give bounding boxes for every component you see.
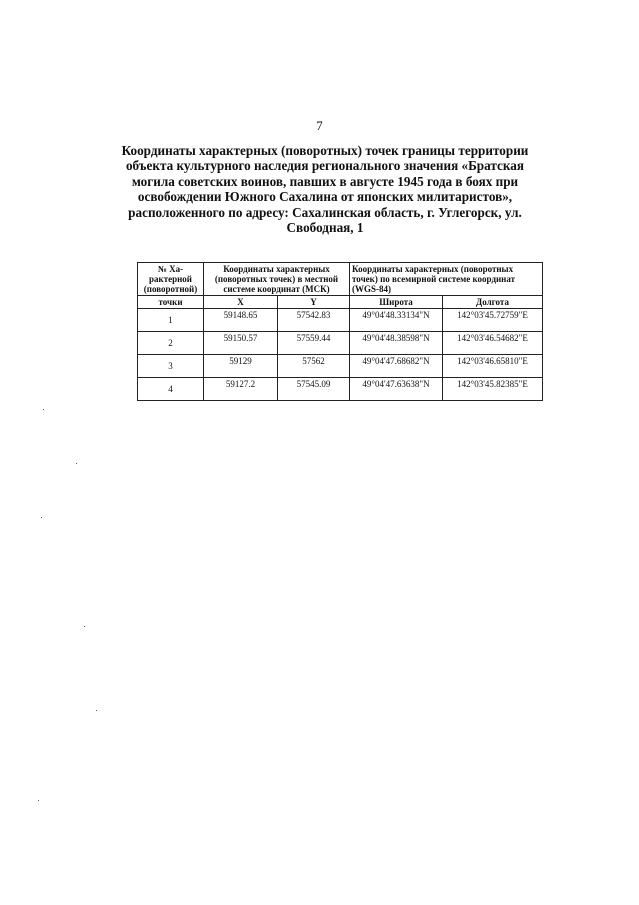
title-line: Свободная, 1 bbox=[286, 220, 364, 236]
cell-y: 57559.44 bbox=[278, 332, 350, 355]
cell-x: 59150.57 bbox=[204, 332, 278, 355]
table-row bbox=[138, 309, 543, 332]
title-line: объекта культурного наследия регионального значения «Братская bbox=[125, 158, 525, 174]
scan-speck bbox=[43, 409, 44, 410]
document-title bbox=[120, 143, 530, 235]
page-number: 7 bbox=[316, 118, 323, 133]
cell-y: 57545.09 bbox=[278, 378, 350, 401]
header-longitude: Долгота bbox=[443, 296, 543, 309]
table-row bbox=[138, 378, 543, 401]
scan-speck bbox=[38, 800, 39, 801]
table-subheader-row bbox=[138, 296, 543, 309]
header-point-number: № Ха- рактерной (поворотной) bbox=[138, 263, 204, 296]
cell-longitude: 142°03'45.72759"E bbox=[443, 309, 543, 332]
scan-speck bbox=[41, 517, 42, 518]
title-line: могила советских воинов, павших в августе 1945 года в боях при bbox=[131, 173, 519, 189]
cell-latitude: 49°04'47.63638"N bbox=[350, 378, 443, 401]
cell-latitude: 49°04'48.38598"N bbox=[350, 332, 443, 355]
scan-speck bbox=[76, 463, 77, 464]
cell-y: 57542.83 bbox=[278, 309, 350, 332]
cell-point-number: 3 bbox=[138, 355, 204, 378]
header-x: X bbox=[204, 296, 278, 309]
cell-x: 59129 bbox=[204, 355, 278, 378]
header-msk-group: Координаты характерных (поворотных точек) в местной системе координат (МСК) bbox=[204, 263, 350, 296]
header-wgs-group: Координаты характерных (поворотных точек) по всемирной системе координат (WGS-84) bbox=[350, 263, 543, 296]
scan-speck bbox=[84, 626, 85, 627]
title-line: расположенного по адресу: Сахалинская область, г. Углегорск, ул. bbox=[128, 204, 522, 220]
coordinates-table bbox=[137, 262, 543, 401]
cell-y: 57562 bbox=[278, 355, 350, 378]
header-latitude: Широта bbox=[350, 296, 443, 309]
header-y: Y bbox=[278, 296, 350, 309]
cell-latitude: 49°04'48.33134"N bbox=[350, 309, 443, 332]
table-row bbox=[138, 355, 543, 378]
cell-latitude: 49°04'47.68682"N bbox=[350, 355, 443, 378]
title-line: освобождении Южного Сахалина от японских милитаристов», bbox=[137, 189, 513, 205]
header-point-sub: точки bbox=[138, 296, 204, 309]
cell-x: 59148.65 bbox=[204, 309, 278, 332]
cell-point-number: 2 bbox=[138, 332, 204, 355]
table-row bbox=[138, 332, 543, 355]
cell-point-number: 1 bbox=[138, 309, 204, 332]
cell-longitude: 142°03'46.65810"E bbox=[443, 355, 543, 378]
table-header-row bbox=[138, 263, 543, 296]
cell-x: 59127.2 bbox=[204, 378, 278, 401]
cell-longitude: 142°03'46.54682"E bbox=[443, 332, 543, 355]
scan-speck bbox=[96, 710, 97, 711]
title-line: Координаты характерных (поворотных) точек границы территории bbox=[121, 143, 529, 158]
cell-point-number: 4 bbox=[138, 378, 204, 401]
cell-longitude: 142°03'45.82385"E bbox=[443, 378, 543, 401]
